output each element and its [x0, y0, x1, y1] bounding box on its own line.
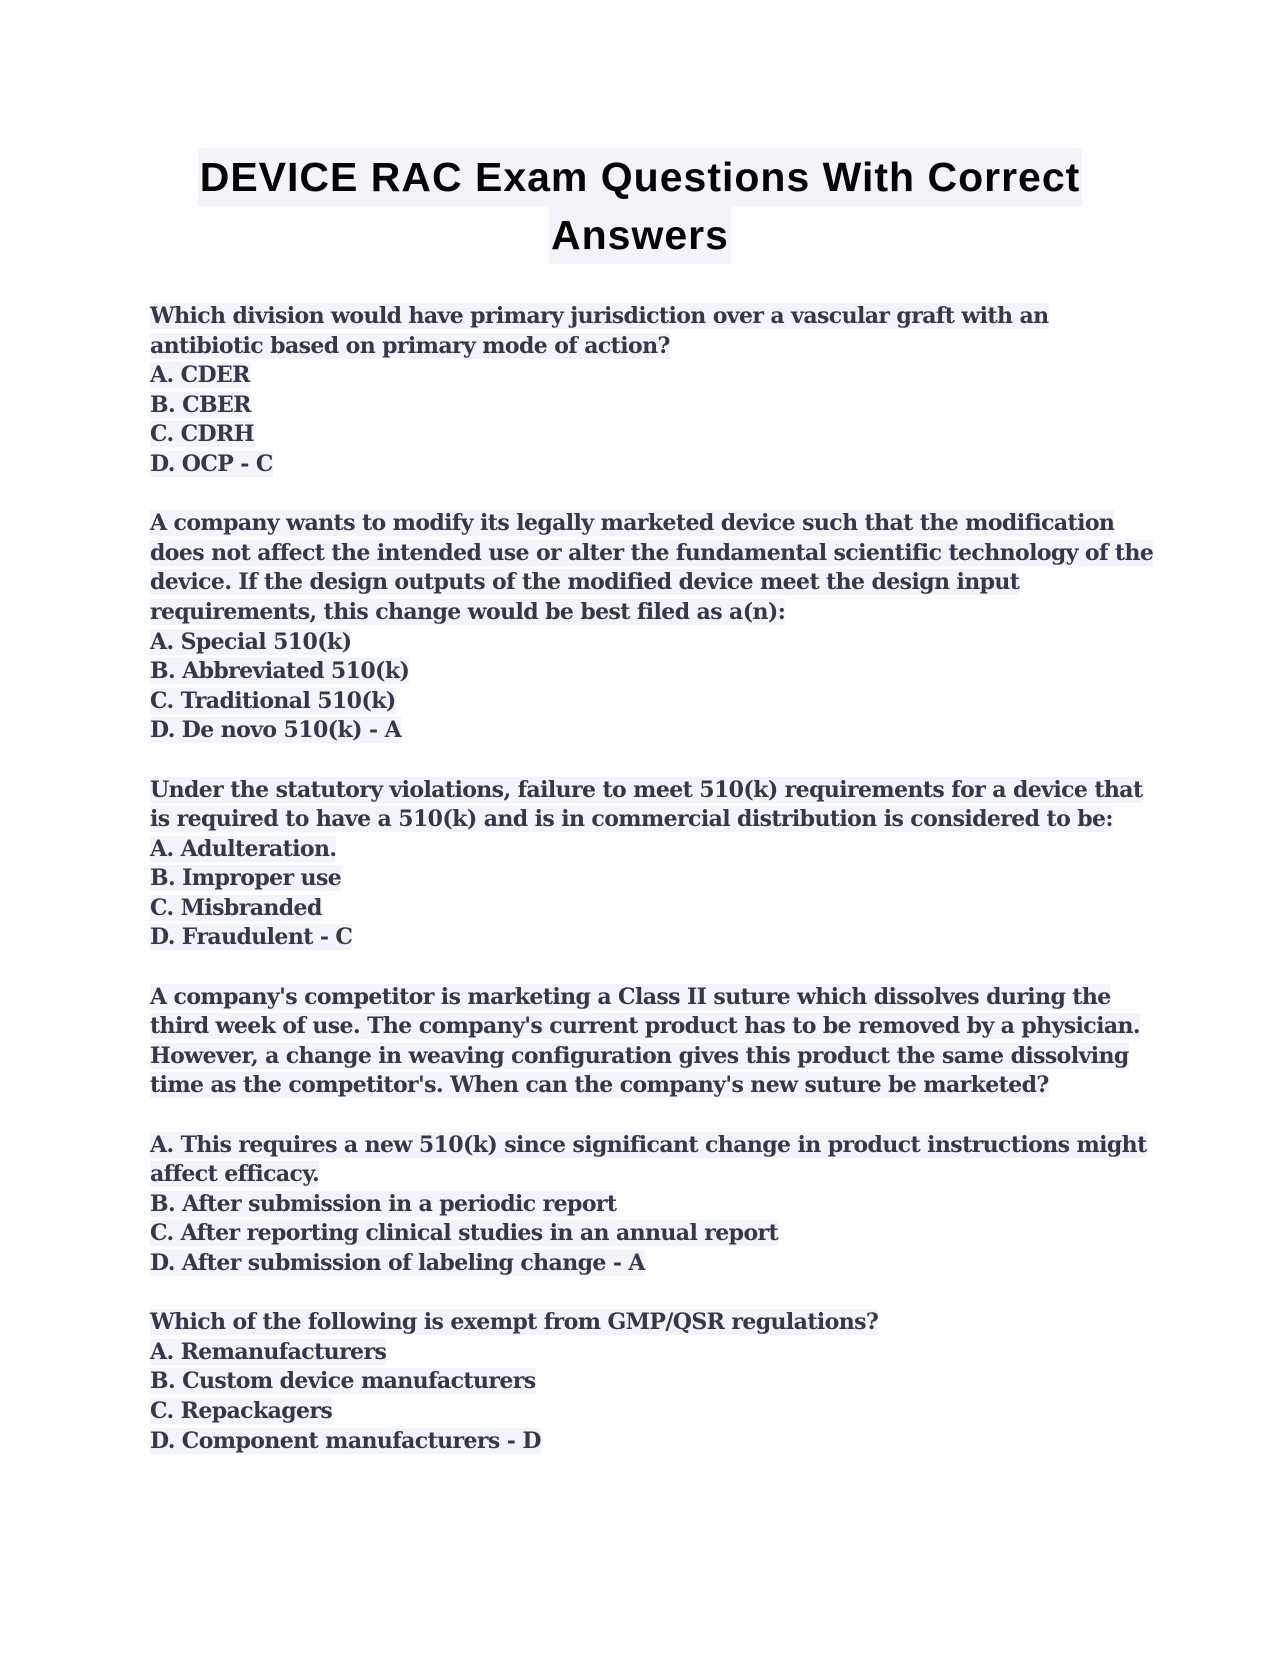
answer-option: A. This requires a new 510(k) since significant change in product instructions might	[150, 1131, 1147, 1158]
answer-option: affect efficacy.	[150, 1161, 320, 1188]
text-line: Which division would have primary jurisdiction over a vascular graft with an	[150, 303, 1049, 329]
title-line-2: Answers	[549, 206, 731, 264]
answer-option: C. After reporting clinical studies in an annual report	[150, 1220, 779, 1247]
question-list	[150, 302, 1154, 1486]
text-line: requirements, this change would be best filed as a(n):	[150, 598, 786, 625]
answer-option: A. Adulteration.	[150, 835, 337, 862]
text-line: A company's competitor is marketing a Class II suture which dissolves during the	[150, 983, 1111, 1010]
answer-option: B. Abbreviated 510(k)	[150, 658, 410, 685]
answer-option: C. Traditional 510(k)	[150, 687, 396, 714]
text-line: However, a change in weaving configuration gives this product the same dissolving	[150, 1042, 1129, 1069]
answer-option: C. Repackagers	[150, 1397, 333, 1424]
text-line: A company wants to modify its legally marketed device such that the modification	[150, 510, 1115, 537]
text-line: is required to have a 510(k) and is in commercial distribution is considered to be:	[150, 806, 1113, 833]
answer-option: D. Component manufacturers - D	[150, 1427, 541, 1454]
title-line-1: DEVICE RAC Exam Questions With Correct	[198, 148, 1083, 206]
text-line: Under the statutory violations, failure to meet 510(k) requirements for a device that	[150, 776, 1143, 803]
question-block	[150, 302, 1140, 480]
question-block	[150, 1308, 1140, 1456]
text-line: does not affect the intended use or alter the fundamental scientific technology of the	[150, 539, 1154, 566]
answer-option: A. Remanufacturers	[150, 1338, 387, 1365]
answer-option: D. After submission of labeling change - A	[150, 1250, 645, 1276]
answer-block	[150, 1131, 1147, 1279]
answer-option: B. After submission in a periodic report	[150, 1190, 617, 1217]
answer-option: C. CDRH	[150, 421, 254, 448]
answer-option: D. De novo 510(k) - A	[150, 717, 402, 744]
answer-option: D. OCP - C	[150, 450, 273, 477]
answer-option: B. CBER	[150, 391, 251, 418]
text-line: third week of use. The company's current product has to be removed by a physician.	[150, 1013, 1140, 1040]
text-line: device. If the design outputs of the modified device meet the design input	[150, 569, 1020, 596]
text-line: time as the competitor's. When can the company's new suture be marketed?	[150, 1072, 1049, 1099]
text-line: antibiotic based on primary mode of action?	[150, 332, 670, 359]
question-block	[150, 983, 1140, 1101]
text-line: Which of the following is exempt from GMP/QSR regulations?	[150, 1309, 879, 1336]
answer-option: A. CDER	[150, 362, 250, 389]
question-block	[150, 776, 1143, 954]
answer-option: D. Fraudulent - C	[150, 924, 353, 951]
answer-option: B. Improper use	[150, 865, 342, 892]
answer-option: A. Special 510(k)	[150, 628, 352, 655]
answer-option: C. Misbranded	[150, 894, 322, 921]
answer-option: B. Custom device manufacturers	[150, 1368, 536, 1395]
question-block	[150, 509, 1154, 746]
document-title	[150, 148, 1130, 264]
